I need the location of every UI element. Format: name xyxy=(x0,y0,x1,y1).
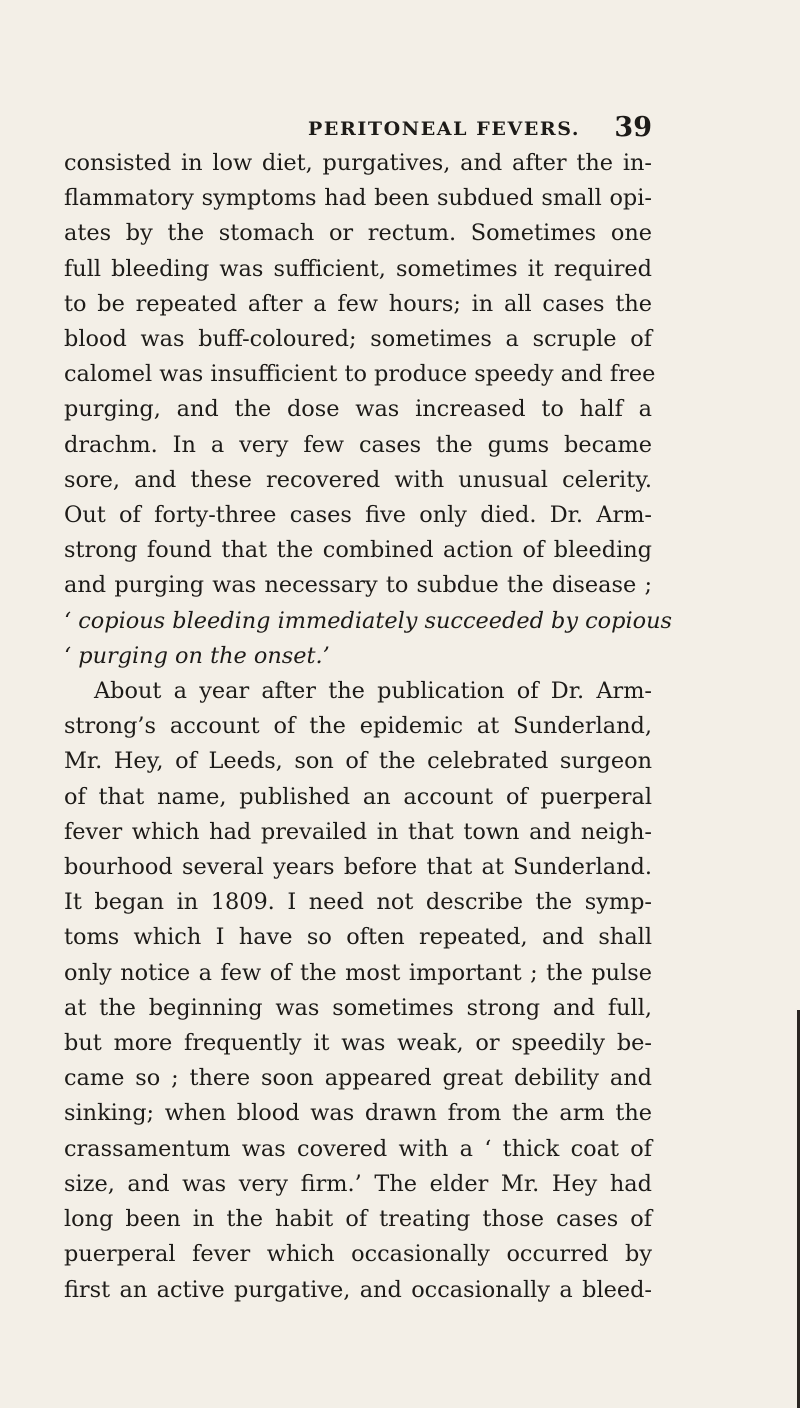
text-line: first an active purgative, and occasionally a bleed- xyxy=(64,1276,652,1303)
text-line: puerperal fever which occasionally occurred by xyxy=(64,1241,652,1268)
text-line: long been in the habit of treating those cases of xyxy=(64,1206,652,1233)
text-line: blood was buff-coloured; sometimes a scruple of xyxy=(64,326,652,353)
text-line: full bleeding was sufficient, sometimes it required xyxy=(64,255,652,282)
paragraph-start-line: About a year after the publication of Dr. Arm- xyxy=(94,678,652,705)
text-line: calomel was insufficient to produce speedy and free xyxy=(64,361,656,388)
text-line: bourhood several years before that at Sunderland. xyxy=(64,854,652,881)
page-header xyxy=(64,112,652,148)
body-text xyxy=(64,146,673,1308)
text-line: It began in 1809. I need not describe the symp- xyxy=(64,889,652,916)
text-line: came so ; there soon appeared great debility and xyxy=(64,1065,652,1092)
text-line: to be repeated after a few hours; in all cases the xyxy=(64,290,652,317)
text-line: crassamentum was covered with a ‘ thick coat of xyxy=(64,1135,652,1162)
text-line: sore, and these recovered with unusual celerity. xyxy=(64,466,652,493)
text-line: but more frequently it was weak, or speedily be- xyxy=(64,1030,652,1057)
running-title: PERITONEAL FEVERS. xyxy=(308,118,581,140)
text-line: only notice a few of the most important ; the pulse xyxy=(64,959,652,986)
quote-line: ‘ purging on the onset.’ xyxy=(64,642,330,669)
text-line: flammatory symptoms had been subdued small opi- xyxy=(64,185,652,212)
text-line: purging, and the dose was increased to half a xyxy=(64,396,652,423)
text-line: at the beginning was sometimes strong and full, xyxy=(64,994,652,1021)
page-number: 39 xyxy=(614,112,652,143)
text-line: strong found that the combined action of bleeding xyxy=(64,537,652,564)
text-line: strong’s account of the epidemic at Sunderland, xyxy=(64,713,652,740)
text-line: Mr. Hey, of Leeds, son of the celebrated surgeon xyxy=(64,748,652,775)
text-line: fever which had prevailed in that town and neigh- xyxy=(64,818,652,845)
text-line: and purging was necessary to subdue the disease ; xyxy=(64,572,652,599)
text-line: toms which I have so often repeated, and shall xyxy=(64,924,652,951)
text-line: drachm. In a very few cases the gums became xyxy=(64,431,652,458)
text-line: size, and was very firm.’ The elder Mr. Hey had xyxy=(64,1170,652,1197)
text-line: ates by the stomach or rectum. Sometimes one xyxy=(64,220,652,247)
quote-line: ‘ copious bleeding immediately succeeded by copious xyxy=(64,607,673,634)
text-line: consisted in low diet, purgatives, and after the in- xyxy=(64,150,652,176)
text-line: of that name, published an account of puerperal xyxy=(64,783,652,810)
text-line: sinking; when blood was drawn from the arm the xyxy=(64,1100,652,1127)
text-line: Out of forty-three cases five only died. Dr. Arm- xyxy=(64,502,652,529)
